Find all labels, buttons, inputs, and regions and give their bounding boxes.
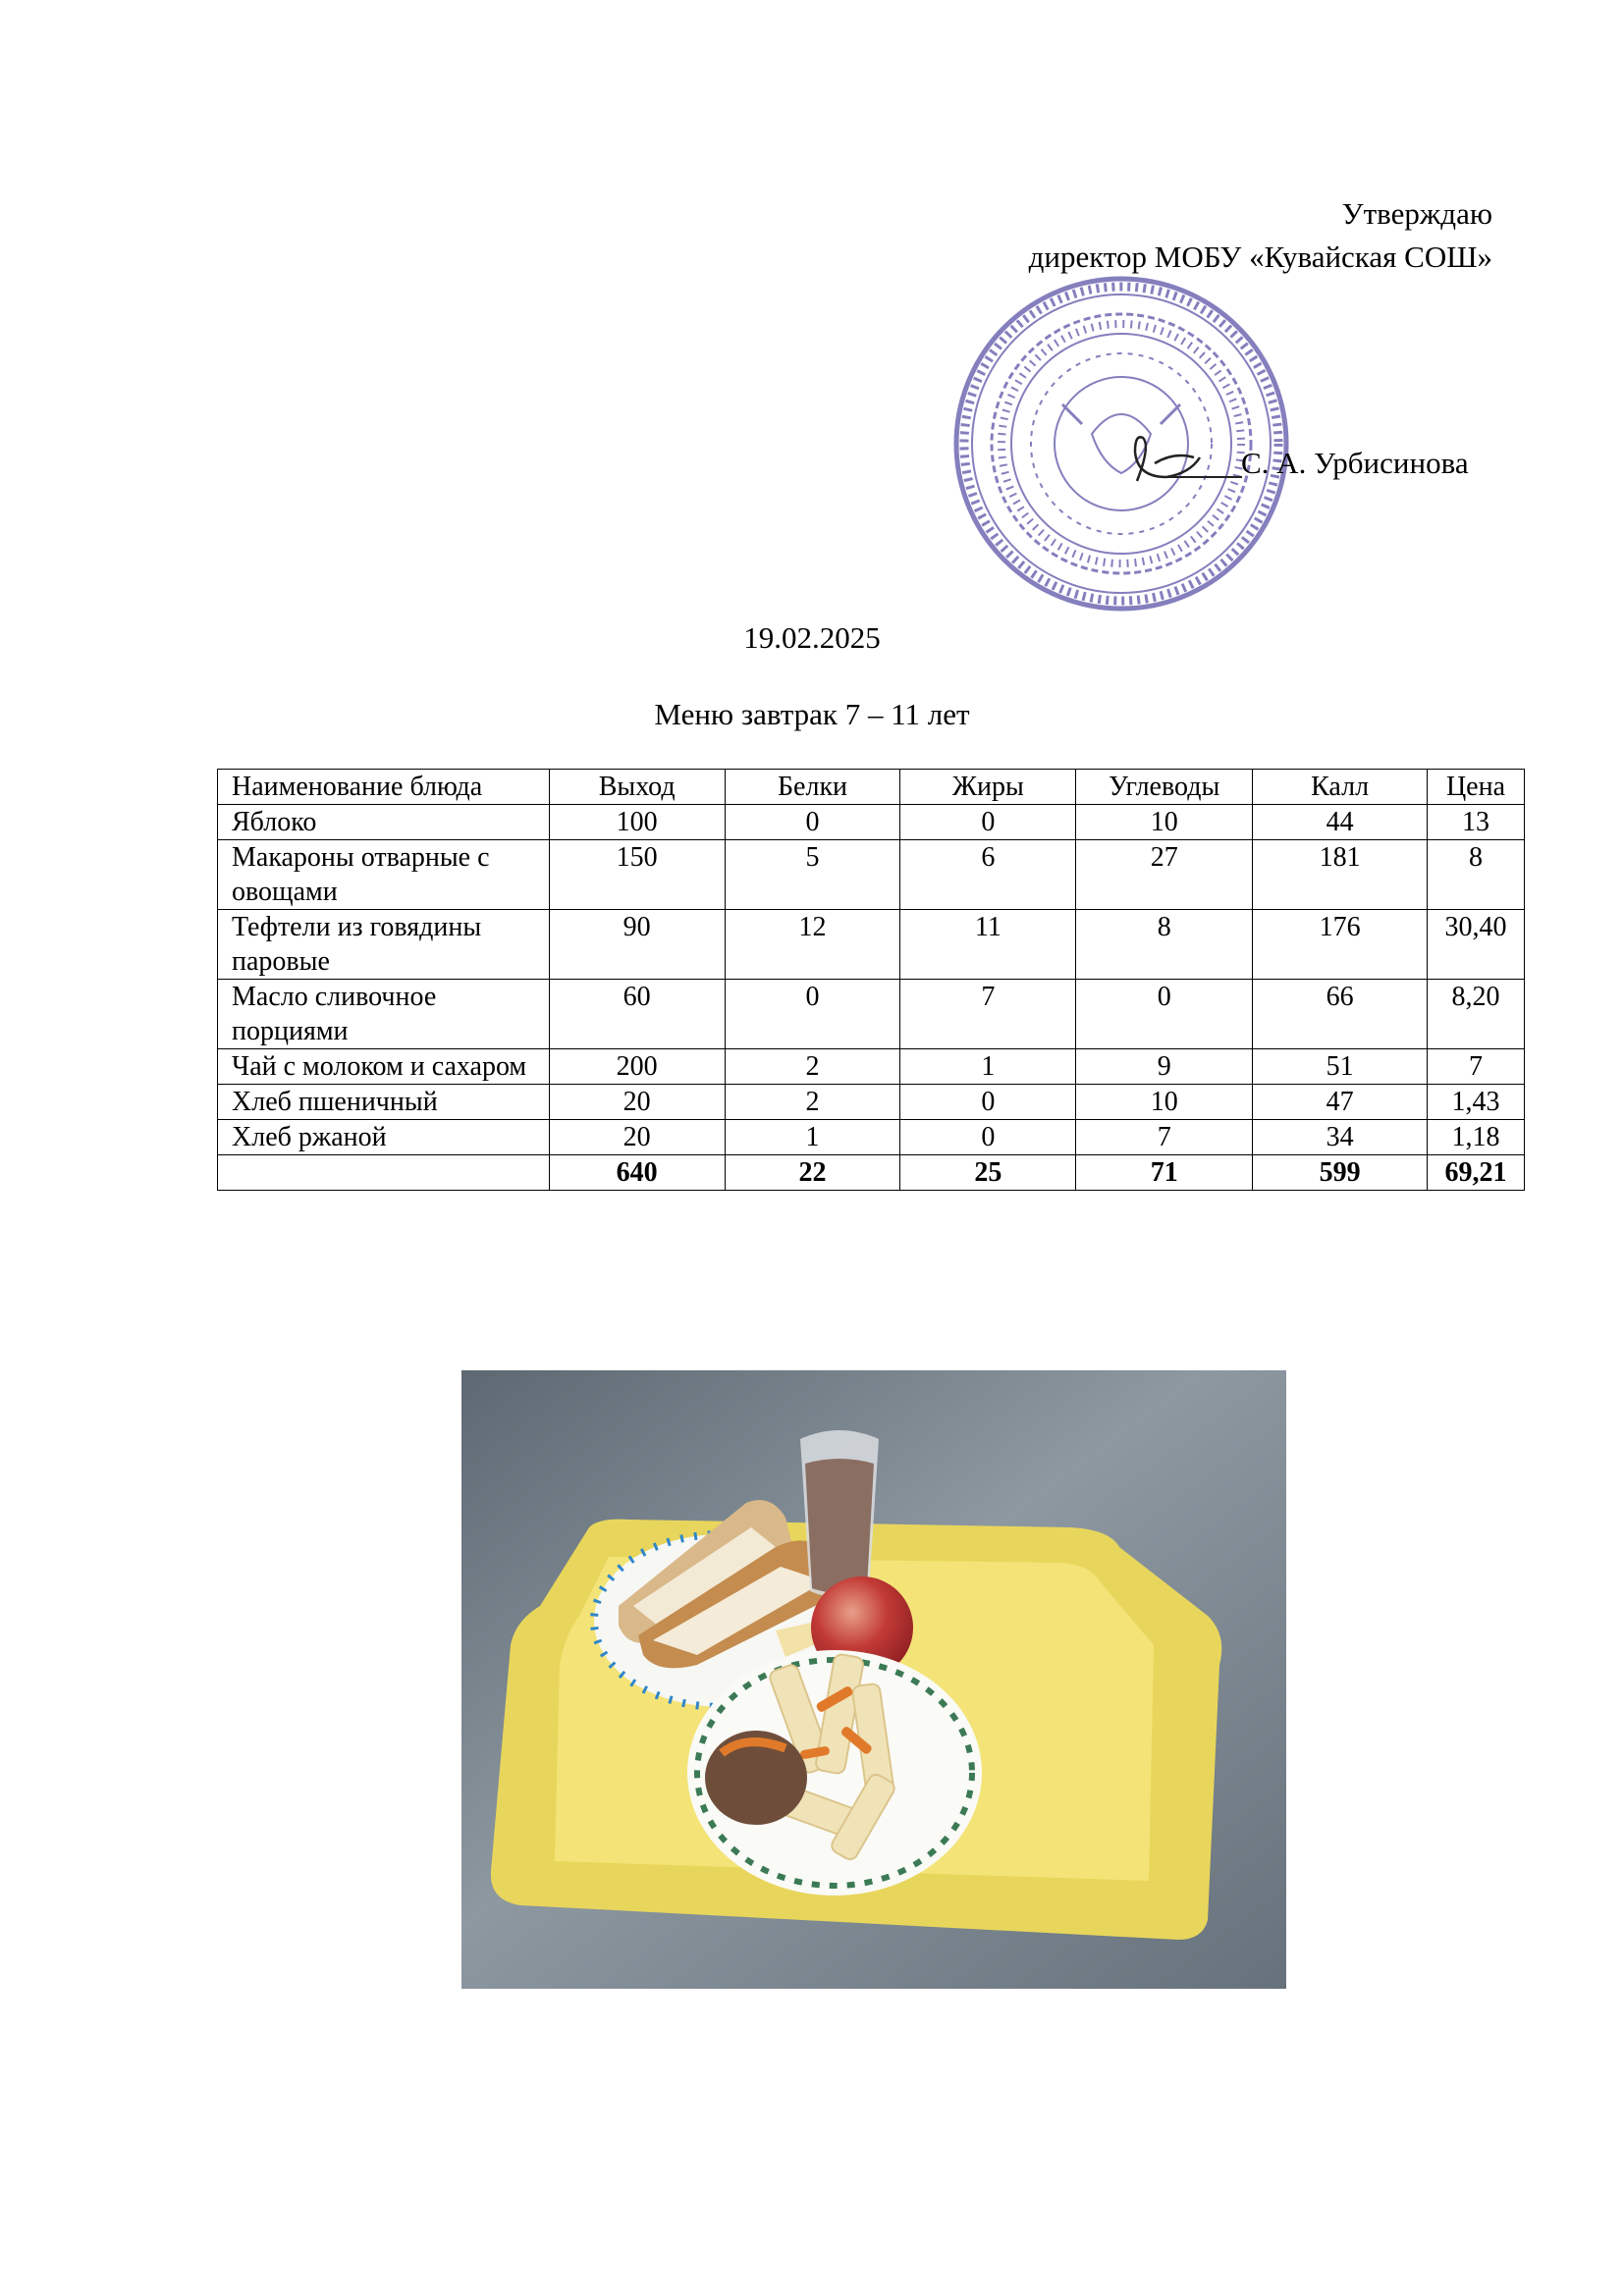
signature-line [1164, 476, 1242, 478]
total-carbs: 71 [1076, 1155, 1253, 1191]
table-header-row [218, 770, 1525, 805]
dish-price: 1,18 [1427, 1120, 1524, 1155]
dish-protein: 2 [725, 1049, 900, 1085]
dish-kcal: 66 [1253, 980, 1428, 1049]
total-price: 69,21 [1427, 1155, 1524, 1191]
header-protein: Белки [725, 770, 900, 805]
table-row [218, 1085, 1525, 1120]
document-date: 19.02.2025 [743, 620, 881, 655]
dish-kcal: 181 [1253, 840, 1428, 910]
dish-kcal: 51 [1253, 1049, 1428, 1085]
dish-fat: 0 [900, 1120, 1076, 1155]
dish-protein: 1 [725, 1120, 900, 1155]
table-row [218, 805, 1525, 840]
total-output: 640 [549, 1155, 725, 1191]
dish-output: 100 [549, 805, 725, 840]
dish-carbs: 10 [1076, 1085, 1253, 1120]
dish-protein: 0 [725, 805, 900, 840]
dish-carbs: 9 [1076, 1049, 1253, 1085]
dish-kcal: 34 [1253, 1120, 1428, 1155]
approval-block [943, 192, 1492, 279]
dish-name: Хлеб пшеничный [218, 1085, 550, 1120]
dish-name: Хлеб ржаной [218, 1120, 550, 1155]
header-carbs: Углеводы [1076, 770, 1253, 805]
totals-label [218, 1155, 550, 1191]
dish-price: 1,43 [1427, 1085, 1524, 1120]
dish-name: Макароны отварные с овощами [218, 840, 550, 910]
dish-price: 8,20 [1427, 980, 1524, 1049]
dish-carbs: 8 [1076, 910, 1253, 980]
table-row [218, 910, 1525, 980]
dish-carbs: 27 [1076, 840, 1253, 910]
meal-photo [461, 1370, 1286, 1989]
dish-fat: 0 [900, 1085, 1076, 1120]
table-row [218, 1120, 1525, 1155]
total-protein: 22 [725, 1155, 900, 1191]
dish-fat: 7 [900, 980, 1076, 1049]
dish-kcal: 44 [1253, 805, 1428, 840]
dish-price: 13 [1427, 805, 1524, 840]
header-fat: Жиры [900, 770, 1076, 805]
dish-kcal: 176 [1253, 910, 1428, 980]
dish-fat: 1 [900, 1049, 1076, 1085]
dish-carbs: 10 [1076, 805, 1253, 840]
header-output: Выход [549, 770, 725, 805]
dish-protein: 12 [725, 910, 900, 980]
table-row [218, 980, 1525, 1049]
dish-output: 60 [549, 980, 725, 1049]
dish-protein: 2 [725, 1085, 900, 1120]
dish-output: 90 [549, 910, 725, 980]
table-row [218, 1049, 1525, 1085]
dish-fat: 11 [900, 910, 1076, 980]
dish-name: Чай с молоком и сахаром [218, 1049, 550, 1085]
dish-price: 30,40 [1427, 910, 1524, 980]
header-price: Цена [1427, 770, 1524, 805]
dish-output: 150 [549, 840, 725, 910]
dish-kcal: 47 [1253, 1085, 1428, 1120]
dish-fat: 0 [900, 805, 1076, 840]
dish-protein: 0 [725, 980, 900, 1049]
total-fat: 25 [900, 1155, 1076, 1191]
dish-carbs: 0 [1076, 980, 1253, 1049]
header-kcal: Калл [1253, 770, 1428, 805]
totals-row [218, 1155, 1525, 1191]
dish-output: 20 [549, 1085, 725, 1120]
header-dish: Наименование блюда [218, 770, 550, 805]
dish-output: 20 [549, 1120, 725, 1155]
dish-carbs: 7 [1076, 1120, 1253, 1155]
menu-table [217, 769, 1525, 1191]
dish-name: Масло сливочное порциями [218, 980, 550, 1049]
dish-name: Яблоко [218, 805, 550, 840]
signer-name: С. А. Урбисинова [1241, 446, 1469, 480]
approval-heading: Утверждаю [1341, 196, 1492, 231]
dish-protein: 5 [725, 840, 900, 910]
pasta-plate [687, 1650, 982, 1896]
approval-position: директор МОБУ «Кувайская СОШ» [1028, 240, 1492, 274]
dish-name: Тефтели из говядины паровые [218, 910, 550, 980]
dish-price: 7 [1427, 1049, 1524, 1085]
dish-fat: 6 [900, 840, 1076, 910]
tea-glass [800, 1430, 879, 1598]
table-row [218, 840, 1525, 910]
total-kcal: 599 [1253, 1155, 1428, 1191]
menu-title: Меню завтрак 7 – 11 лет [654, 697, 970, 731]
dish-output: 200 [549, 1049, 725, 1085]
dish-price: 8 [1427, 840, 1524, 910]
